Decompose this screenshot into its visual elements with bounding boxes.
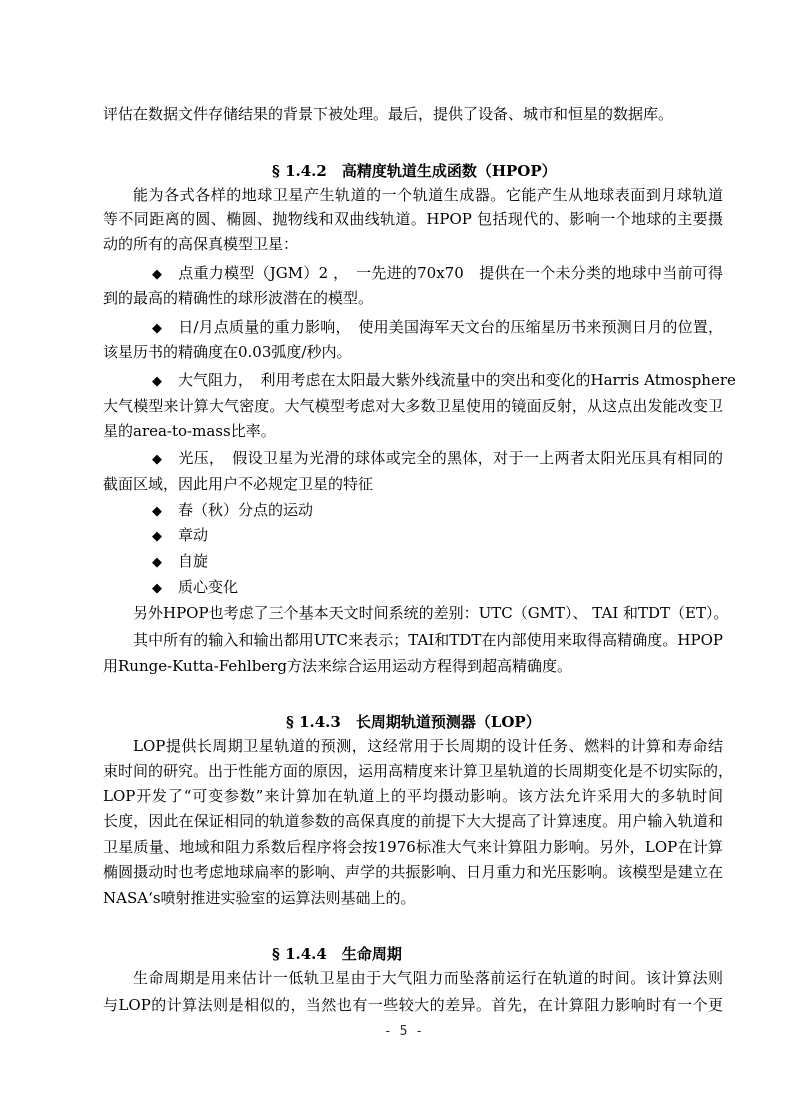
bullet-item: [152, 263, 723, 285]
bullet-continuation: 该星历书的精确度在0.03弧度/秒内。: [103, 343, 352, 361]
paragraph-line: 其中所有的输入和输出都用UTC来表示；TAI和TDT在内部使用来取得高精确度。HPOP: [133, 631, 723, 649]
bullet-continuation: 星的area-to-mass比率。: [103, 422, 276, 440]
page-number: - 5 -: [383, 1024, 424, 1039]
diamond-bullet-icon: ◆: [152, 504, 162, 519]
bullet-continuation: 大气模型来计算大气密度。大气模型考虑对大多数卫星使用的镜面反射，从这点出发能改变卫: [103, 397, 723, 415]
paragraph-line: 束时间的研究。出于性能方面的原因，运用高精度来计算卫星轨道的长周期变化是不切实际的，: [103, 762, 734, 780]
diamond-bullet-icon: ◆: [152, 581, 162, 596]
bullet-item: [152, 448, 723, 470]
bullet-item: [152, 370, 736, 392]
paragraph-line: 椭圆摄动时也考虑地球扁率的影响、声学的共振影响、日月重力和光压影响。该模型是建立在: [103, 863, 723, 881]
bullet-text: 大气阻力， 利用考虑在太阳最大紫外线流量中的突出和变化的Harris Atmosphere: [178, 371, 736, 389]
diamond-bullet-icon: ◆: [152, 321, 162, 336]
section-heading-1-4-4: § 1.4.4 生命周期: [272, 945, 402, 963]
bullet-item: [152, 317, 723, 339]
paragraph-line: NASA‘s喷射推进实验室的运算法则基础上的。: [103, 889, 416, 907]
paragraph-line: 能为各式各样的地球卫星产生轨道的一个轨道生成器。它能产生从地球表面到月球轨道: [133, 186, 723, 204]
bullet-text: 日/月点质量的重力影响， 使用美国海军天文台的压缩星历书来预测日月的位置，: [178, 318, 723, 336]
diamond-bullet-icon: ◆: [152, 555, 162, 570]
section-heading-1-4-2: § 1.4.2 高精度轨道生成函数（HPOP）: [272, 162, 557, 180]
bullet-item: [152, 500, 723, 522]
bullet-item: [152, 551, 723, 573]
diamond-bullet-icon: ◆: [152, 374, 162, 389]
diamond-bullet-icon: ◆: [152, 529, 162, 544]
paragraph-line: 另外HPOP也考虑了三个基本天文时间系统的差别：UTC（GMT）、 TAI 和TDT（ET）。: [133, 604, 729, 622]
paragraph-line: 用Runge-Kutta-Fehlberg方法来综合运用运动方程得到超高精确度。: [103, 657, 572, 675]
paragraph-line: 等不同距离的圆、椭圆、抛物线和双曲线轨道。HPOP 包括现代的、影响一个地球的主要摄: [103, 210, 723, 228]
bullet-text: 自旋: [178, 552, 209, 570]
bullet-text: 点重力模型（JGM）2 ， 一先进的70x70 提供在一个未分类的地球中当前可得: [178, 264, 723, 282]
intro-line: 评估在数据文件存储结果的背景下被处理。最后，提供了设备、城市和恒星的数据库。: [103, 105, 674, 123]
bullet-text: 质心变化: [178, 578, 239, 596]
diamond-bullet-icon: ◆: [152, 452, 162, 467]
bullet-continuation: 截面区域，因此用户不必规定卫星的特征: [103, 475, 374, 493]
paragraph-line: 长度，因此在保证相同的轨道参数的高保真度的前提下大大提高了计算速度。用户输入轨道和: [103, 812, 723, 830]
bullet-text: 春（秋）分点的运动: [178, 501, 314, 519]
paragraph-line: LOP开发了“可变参数”来计算加在轨道上的平均摄动影响。该方法允许采用大的多轨时间: [103, 787, 723, 805]
section-heading-1-4-3: § 1.4.3 长周期轨道预测器（LOP）: [286, 713, 541, 731]
paragraph-line: 生命周期是用来估计一低轨卫星由于大气阻力而坠落前运行在轨道的时间。该计算法则: [133, 969, 723, 987]
diamond-bullet-icon: ◆: [152, 267, 162, 282]
bullet-text: 章动: [178, 526, 209, 544]
bullet-text: 光压， 假设卫星为光滑的球体或完全的黑体，对于一上两者太阳光压具有相同的: [178, 449, 723, 467]
paragraph-line: 与LOP的计算法则是相似的，当然也有一些较大的差异。首先，在计算阻力影响时有一个更: [103, 996, 723, 1014]
bullet-continuation: 到的最高的精确性的球形波潜在的模型。: [103, 289, 374, 307]
bullet-item: [152, 525, 723, 547]
paragraph-line: 卫星质量、地域和阻力系数后程序将会按1976标准大气来计算阻力影响。另外，LOP在计算: [103, 838, 723, 856]
bullet-item: [152, 577, 723, 599]
paragraph-line: 动的所有的高保真模型卫星：: [103, 235, 299, 253]
paragraph-line: LOP提供长周期卫星轨道的预测，这经常用于长周期的设计任务、燃料的计算和寿命结: [133, 737, 723, 755]
